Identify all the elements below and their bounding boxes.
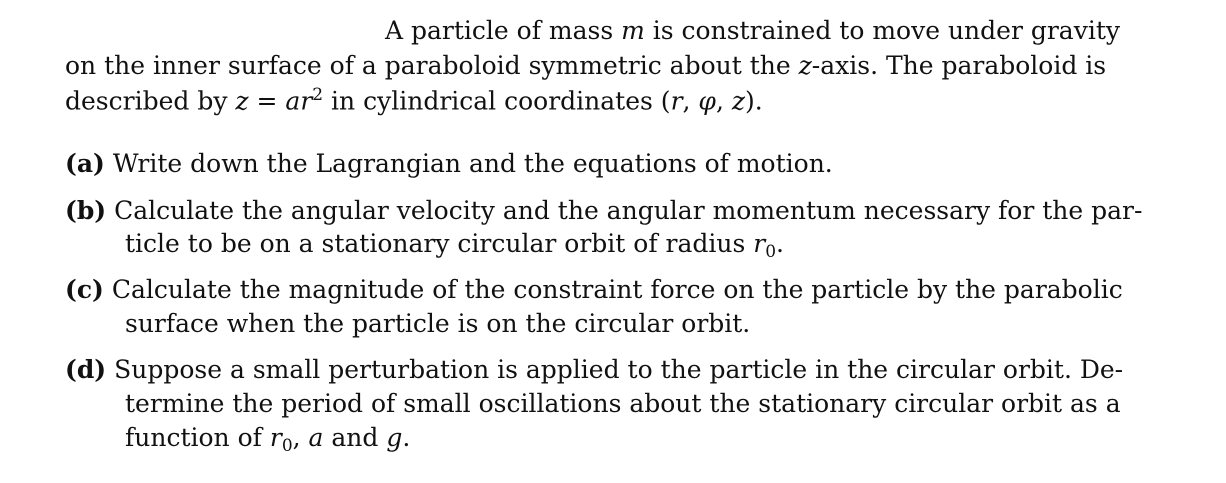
part-d-text: termine the period of small oscillations about the stationary circular orbit as a <box>125 389 1121 418</box>
math-sep: , <box>292 423 309 452</box>
intro-line-3 <box>65 85 763 116</box>
math-var: r <box>670 86 683 116</box>
part-d-text: . <box>402 423 411 452</box>
math-operator: = <box>248 86 286 116</box>
part-c-label: (c) <box>65 275 104 304</box>
math-var: g <box>386 423 403 452</box>
part-b-text: . <box>776 229 784 258</box>
math-paren: ( <box>660 86 671 116</box>
math-var: a <box>308 423 324 452</box>
part-b-line-2 <box>125 231 784 261</box>
intro-text: on the inner surface of a paraboloid symmetric about the <box>65 51 799 80</box>
part-a-line-1 <box>65 151 833 176</box>
math-sep: , <box>682 86 699 116</box>
part-b-text: Calculate the angular velocity and the angular momentum necessary for the par- <box>114 196 1143 225</box>
part-c-text: Calculate the magnitude of the constraint force on the particle by the parabolic <box>111 275 1123 304</box>
part-d-line-1 <box>65 357 1123 382</box>
part-d-text: and <box>323 423 387 452</box>
part-d-line-2 <box>125 391 1121 416</box>
math-subscript: 0 <box>765 241 777 262</box>
part-d-text: Suppose a small perturbation is applied to the particle in the circular orbit. De- <box>114 355 1124 384</box>
math-var: m <box>621 16 645 45</box>
math-subscript: 0 <box>281 435 293 456</box>
math-var: r <box>269 423 282 452</box>
part-c-line-2 <box>125 311 750 336</box>
part-d-text: function of <box>125 423 270 452</box>
math-var: r <box>300 86 313 116</box>
part-c-text: surface when the particle is on the circular orbit. <box>125 309 751 338</box>
part-b-line-1 <box>65 198 1142 223</box>
part-d-line-3 <box>125 425 410 455</box>
intro-text: -axis. The paraboloid is <box>811 51 1107 80</box>
intro-text: described by <box>65 86 236 116</box>
part-d-label: (d) <box>65 355 107 384</box>
math-sep: , <box>715 86 732 116</box>
intro-text: is constrained to move under gravity <box>644 16 1120 45</box>
math-var: z <box>731 86 746 116</box>
part-a-text: Write down the Lagrangian and the equations of motion. <box>112 149 833 178</box>
math-paren: ). <box>745 86 763 116</box>
part-a-label: (a) <box>65 149 105 178</box>
intro-text: A particle of mass <box>385 16 622 45</box>
intro-line-2 <box>65 53 1106 78</box>
math-var: φ <box>698 86 716 116</box>
part-c-line-1 <box>65 277 1123 302</box>
math-var: r <box>753 229 766 258</box>
math-var: z <box>798 51 812 80</box>
intro-line-1 <box>385 18 1120 43</box>
part-b-label: (b) <box>65 196 107 225</box>
math-var: z <box>235 86 249 116</box>
math-var: a <box>285 86 301 116</box>
math-exponent: 2 <box>312 85 324 105</box>
intro-text: in cylindrical coordinates <box>323 86 661 116</box>
part-b-text: ticle to be on a stationary circular orbit of radius <box>125 229 754 258</box>
